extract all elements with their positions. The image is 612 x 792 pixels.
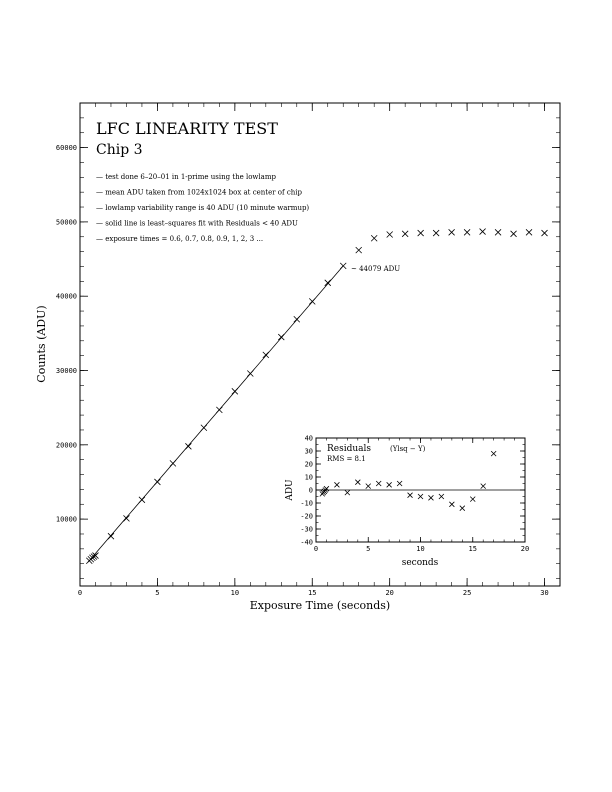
- y-tick-label: 40000: [55, 292, 77, 301]
- y-tick-label: -10: [300, 499, 313, 508]
- data-point: [185, 443, 191, 449]
- data-point: [418, 230, 424, 236]
- data-point: [495, 229, 501, 235]
- data-point: [232, 388, 238, 394]
- inset-title: Residuals: [327, 444, 372, 454]
- data-point: [170, 460, 176, 466]
- data-point: [278, 334, 284, 340]
- y-tick-label: 0: [308, 486, 313, 495]
- data-point: [356, 247, 362, 253]
- inset-x-label: seconds: [401, 558, 439, 568]
- x-tick-label: 15: [468, 545, 477, 553]
- data-point: [201, 425, 207, 431]
- data-point: [526, 229, 532, 235]
- y-tick-label: 50000: [55, 218, 77, 227]
- x-tick-label: 5: [155, 589, 160, 597]
- x-tick-label: 0: [313, 545, 319, 553]
- data-point: [108, 533, 114, 539]
- data-point: [294, 316, 300, 322]
- x-tick-label: 30: [540, 589, 549, 597]
- data-point: [325, 280, 331, 286]
- inset-subtitle: (Ylsq − Y): [390, 445, 426, 453]
- inset-rms: RMS = 8.1: [327, 455, 366, 463]
- y-tick-label: 10: [304, 473, 313, 482]
- data-point: [154, 479, 160, 485]
- x-tick-label: 10: [230, 589, 240, 597]
- x-axis-label: Exposure Time (seconds): [249, 599, 391, 612]
- y-tick-label: 60000: [55, 144, 77, 153]
- y-tick-label: 40: [304, 434, 313, 443]
- x-tick-label: 20: [385, 589, 394, 597]
- data-point: [263, 352, 269, 358]
- data-point: [216, 407, 222, 413]
- y-tick-label: 30000: [55, 367, 77, 376]
- chart-title: LFC LINEARITY TEST: [96, 119, 278, 138]
- x-tick-label: 15: [308, 589, 317, 597]
- fit-endpoint-annotation: ~ 44079 ADU: [351, 265, 401, 273]
- note-line: — lowlamp variability range is 40 ADU (10 minute warmup): [96, 204, 310, 212]
- data-point: [433, 230, 439, 236]
- note-line: — solid line is least–squares fit with Residuals < 40 ADU: [96, 219, 298, 228]
- y-tick-label: 20: [304, 460, 313, 469]
- note-line: — exposure times = 0.6, 0.7, 0.8, 0.9, 1, 2, 3 ...: [96, 235, 264, 243]
- notes-block: [96, 173, 309, 243]
- data-point: [402, 231, 408, 237]
- y-tick-label: -30: [300, 525, 313, 534]
- residuals-inset: [285, 435, 529, 569]
- data-point: [387, 232, 393, 238]
- x-tick-label: 25: [462, 589, 472, 597]
- data-point: [123, 515, 129, 521]
- x-tick-label: 0: [77, 589, 83, 597]
- data-point: [247, 370, 253, 376]
- data-point: [371, 235, 377, 241]
- y-tick-label: -20: [300, 512, 313, 521]
- data-point: [464, 229, 470, 235]
- data-point: [511, 231, 517, 237]
- y-axis-label: Counts (ADU): [35, 305, 48, 383]
- y-tick-label: 30: [304, 447, 313, 456]
- data-point: [542, 230, 548, 236]
- x-tick-label: 5: [366, 545, 371, 553]
- y-tick-label: 10000: [55, 515, 77, 524]
- data-point: [480, 229, 486, 235]
- y-tick-label: -40: [300, 538, 313, 547]
- data-point: [309, 298, 315, 304]
- x-tick-label: 20: [520, 545, 530, 553]
- x-tick-label: 10: [416, 545, 425, 553]
- data-point: [340, 263, 346, 269]
- note-line: — mean ADU taken from 1024x1024 box at center of chip: [96, 188, 302, 197]
- note-line: — test done 6–20–01 in 1-prime using the lowlamp: [96, 173, 276, 181]
- data-point: [449, 229, 455, 235]
- chart-subtitle: Chip 3: [96, 142, 143, 158]
- y-tick-label: 20000: [55, 441, 77, 450]
- inset-y-label: ADU: [285, 479, 295, 501]
- data-point: [139, 497, 145, 503]
